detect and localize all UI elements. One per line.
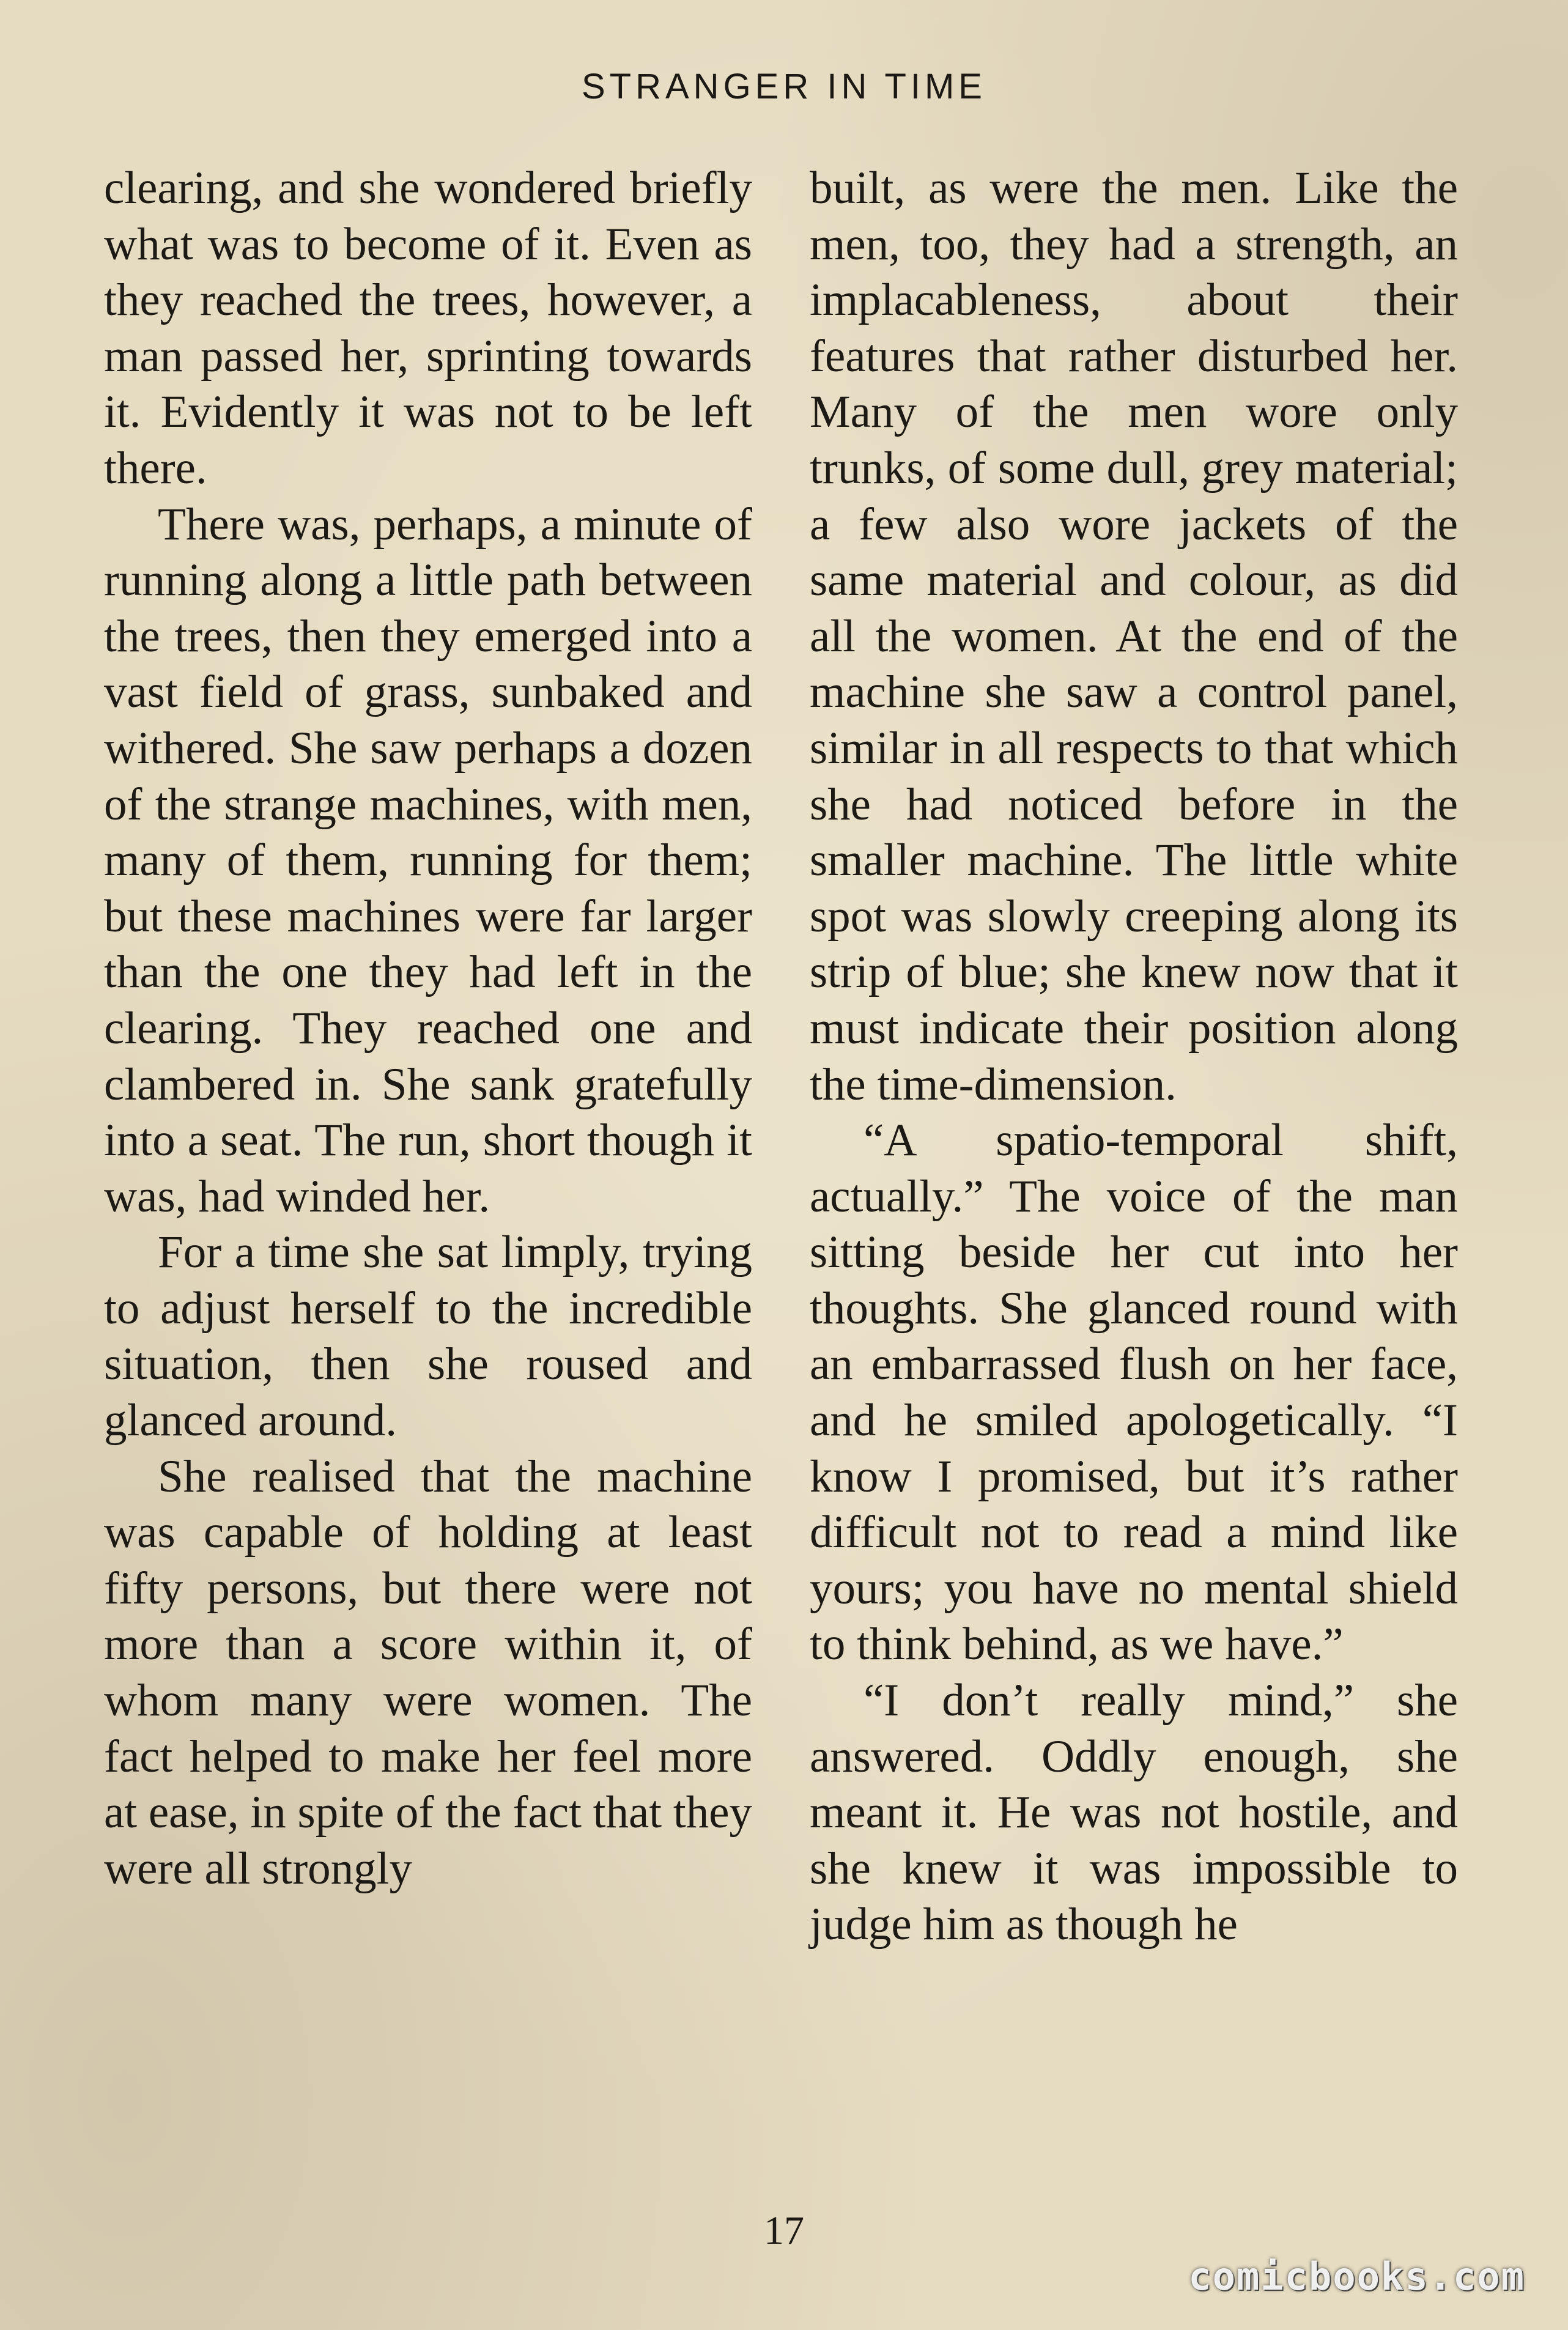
paragraph: “A spatio-temporal shift, actually.” The voice of the man sitting beside her cut into her thoughts. She glanced round with an embarrassed flush on her face, and he smiled apologetically. “I know I promised, but it’s rather difficult not to read a mind like yours; you have no mental shield to think behind, as we have.”: [810, 1115, 1458, 1670]
page-number: 17: [764, 2208, 804, 2253]
paragraph: For a time she sat limply, trying to adjust herself to the incredible situation, then she roused and glanced around.: [104, 1227, 752, 1446]
paragraph: She realised that the machine was capable of holding at least fifty persons, but there were not more than a score within it, of whom many were women. The fact helped to make her feel more at ease, in spite of the fact that they were all strongly: [104, 1451, 752, 1894]
paragraph: built, as were the men. Like the men, too, they had a strength, an implacableness, about their features that rather disturbed her. Many of the men wore only trunks, of some dull, grey material; a few also wore jackets of the same material and colour, as did all the women. At the end of the machine she saw a control panel, similar in all respects to that which she had noticed before in the smaller machine. The little white spot was slowly creeping along its strip of blue; she knew now that it must indicate their position along the time-dimension.: [810, 163, 1458, 1110]
right-column: [810, 160, 1458, 1953]
paragraph: “I don’t really mind,” she answered. Oddly enough, she meant it. He was not hostile, and she knew it was impossible to judge him as though he: [810, 1675, 1458, 1950]
paragraph: There was, perhaps, a minute of running along a little path between the trees, then they emerged into a vast field of grass, sunbaked and withered. She saw perhaps a dozen of the strange machines, with men, many of them, running for them; but these machines were far larger than the one they had left in the clearing. They reached one and clambered in. She sank gratefully into a seat. The run, short though it was, had winded her.: [104, 498, 752, 1222]
paragraph: clearing, and she wondered briefly what was to become of it. Even as they reached the trees, however, a man passed her, sprinting towards it. Evidently it was not to be left there.: [104, 163, 752, 494]
watermark: comicbooks.com: [1188, 2254, 1525, 2299]
running-head: STRANGER IN TIME: [582, 67, 986, 106]
left-column: [104, 160, 752, 1896]
